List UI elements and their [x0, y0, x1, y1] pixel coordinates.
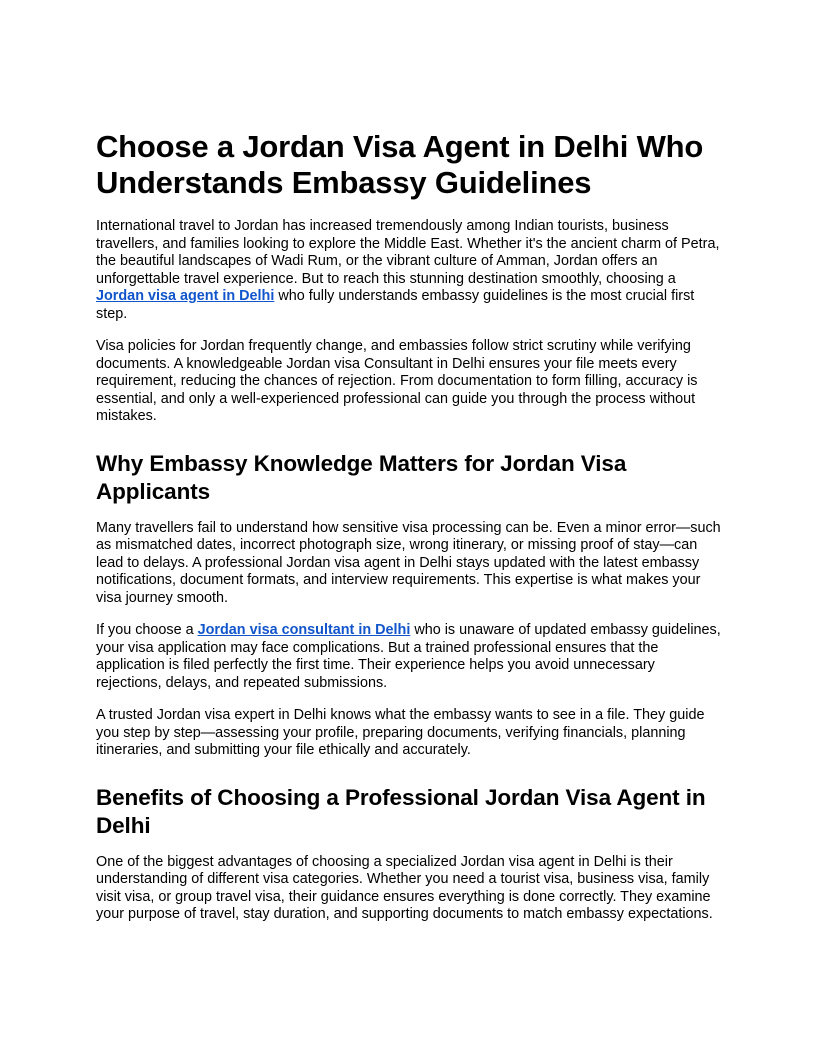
section1-paragraph-3: A trusted Jordan visa expert in Delhi knows what the embassy wants to see in a file. They guide you step by step—assessing your profile, preparing documents, verifying financials, planning itineraries, and submitting your file ethically and accurately.	[96, 707, 705, 758]
intro-paragraph-1	[96, 218, 722, 323]
section1-paragraph-2	[96, 622, 722, 692]
intro-p1-text-before: International travel to Jordan has increased tremendously among Indian tourists, business travellers, and families looking to explore the Middle East. Whether it's the ancient charm of Petra, the beautiful landscapes of Wadi Rum, or the vibrant culture of Amman, Jordan offers an unforgettable travel experience. But to reach this stunning destination smoothly, choosing a	[96, 218, 720, 287]
jordan-visa-agent-link[interactable]: Jordan visa agent in Delhi	[96, 288, 275, 304]
document-page	[96, 129, 722, 939]
section1-paragraph-1: Many travellers fail to understand how sensitive visa processing can be. Even a minor error—such as mismatched dates, incorrect photograph size, wrong itinerary, or missing proof of stay—can lead to delays. A professional Jordan visa agent in Delhi stays updated with the latest embassy notifications, document formats, and interview requirements. This expertise is what makes your visa journey smooth.	[96, 519, 721, 606]
section1-p2-text-after: who is unaware of updated embassy guidelines, your visa application may face complications. But a trained professional ensures that the application is filed perfectly the first time. Their experience helps you avoid unnecessary rejections, delays, and repeated submissions.	[96, 622, 721, 691]
section-heading-embassy-knowledge: Why Embassy Knowledge Matters for Jordan Visa Applicants	[96, 450, 627, 504]
section1-p2-text-before: If you choose a	[96, 622, 198, 638]
page-title: Choose a Jordan Visa Agent in Delhi Who Understands Embassy Guidelines	[96, 129, 704, 200]
intro-paragraph-2: Visa policies for Jordan frequently change, and embassies follow strict scrutiny while verifying documents. A knowledgeable Jordan visa Consultant in Delhi ensures your file meets every requirement, reducing the chances of rejection. From documentation to form filling, accuracy is essential, and only a well-experienced professional can guide you through the process without mistakes.	[96, 338, 698, 424]
section2-paragraph-1: One of the biggest advantages of choosing a specialized Jordan visa agent in Delhi is their understanding of different visa categories. Whether you need a tourist visa, business visa, family visit visa, or group travel visa, their guidance ensures everything is done correctly. They examine your purpose of travel, stay duration, and supporting documents to match embassy expectations.	[96, 853, 713, 922]
section-heading-benefits: Benefits of Choosing a Professional Jordan Visa Agent in Delhi	[96, 784, 706, 838]
intro-p1-text-after: who fully understands embassy guidelines is the most crucial first step.	[96, 288, 695, 322]
jordan-visa-consultant-link[interactable]: Jordan visa consultant in Delhi	[197, 622, 411, 638]
